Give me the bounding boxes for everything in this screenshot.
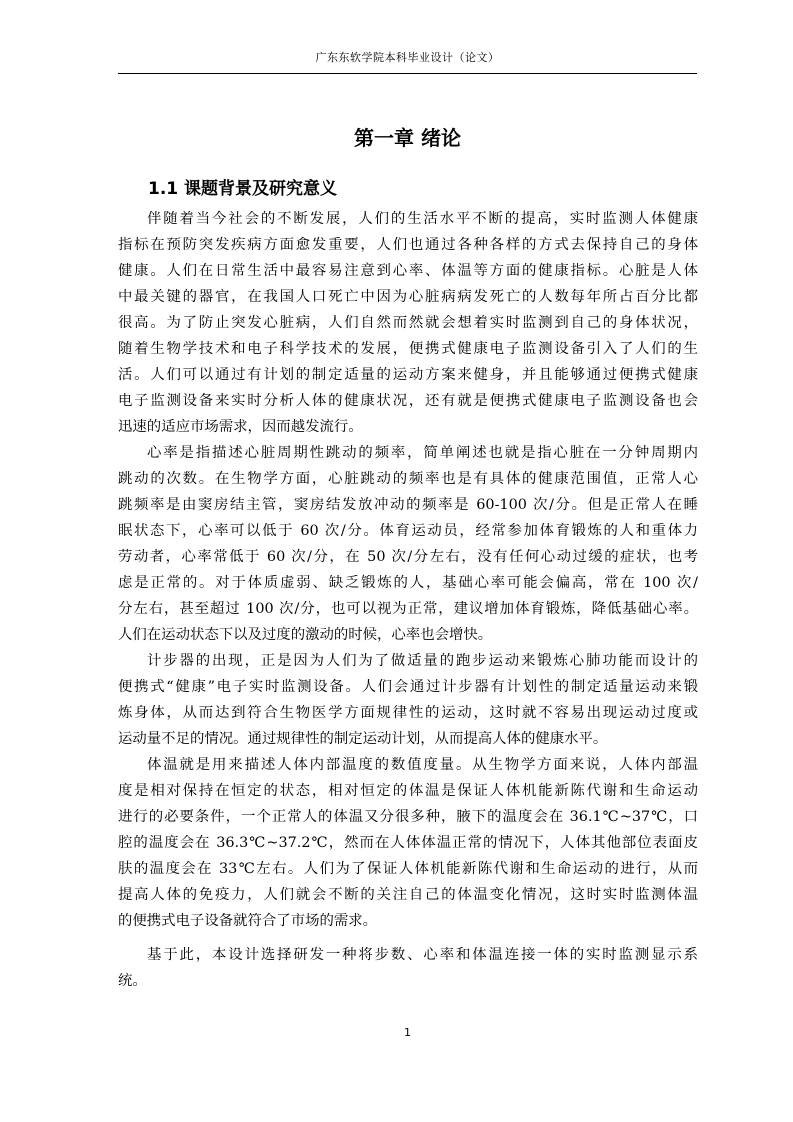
paragraph-line: 虑是正常的。对于体质虚弱、缺乏锻炼的人，基础心率可能会偏高，常在 100 次/ — [118, 575, 698, 591]
paragraph-line: 进行的必要条件，一个正常人的体温又分很多种，腋下的温度会在 36.1℃~37℃，口 — [118, 809, 698, 825]
paragraph-line: 迅速的适应市场需求，因而越发流行。 — [118, 419, 363, 435]
paragraph-line: 度是相对保持在恒定的状态，相对恒定的体温是保证人体机能新陈代谢和生命运动 — [118, 783, 698, 799]
paragraph — [118, 942, 698, 994]
paragraph-line: 基于此，本设计选择研发一种将步数、心率和体温连接一体的实时监测显示系 — [147, 947, 698, 963]
paragraph — [118, 648, 698, 752]
paragraph-line: 统。 — [118, 973, 147, 989]
paragraph-line: 炼身体，从而达到符合生物医学方面规律性的运动，这时就不容易出现运动过度或 — [118, 705, 698, 721]
paragraph-gap — [118, 934, 698, 942]
paragraph-line: 随着生物学技术和电子科学技术的发展，便携式健康电子监测设备引入了人们的生 — [118, 341, 698, 357]
paragraph-line: 活。人们可以通过有计划的制定适量的运动方案来健身，并且能够通过便携式健康 — [118, 367, 698, 383]
paragraph-line: 便携式“健康”电子实时监测设备。人们会通过计步器有计划性的制定适量运动来锻 — [118, 679, 698, 695]
paragraph-line: 的便携式电子设备就符合了市场的需求。 — [118, 913, 378, 929]
paragraph-line: 跳动的次数。在生物学方面，心脏跳动的频率也是有具体的健康范围值，正常人心 — [118, 471, 698, 487]
paragraph-line: 伴随着当今社会的不断发展，人们的生活水平不断的提高，实时监测人体健康 — [147, 211, 698, 227]
body-text — [118, 206, 698, 994]
paragraph-line: 腔的温度会在 36.3℃~37.2℃，然而在人体体温正常的情况下，人体其他部位表面皮 — [118, 835, 698, 851]
paragraph-line: 提高人体的免疫力，人们就会不断的关注自己的体温变化情况，这时实时监测体温 — [118, 887, 698, 903]
paragraph-line: 中最关键的器官，在我国人口死亡中因为心脏病病发死亡的人数每年所占百分比都 — [118, 289, 698, 305]
paragraph — [118, 752, 698, 934]
paragraph-line: 心率是指描述心脏周期性跳动的频率，简单阐述也就是指心脏在一分钟周期内 — [147, 445, 698, 461]
section-title: 1.1 课题背景及研究意义 — [148, 179, 338, 199]
paragraph-line: 肤的温度会在 33℃左右。人们为了保证人体机能新陈代谢和生命运动的进行，从而 — [118, 861, 698, 877]
paragraph-line: 人们在运动状态下以及过度的激动的时候，心率也会增快。 — [118, 627, 493, 643]
header-rule — [118, 73, 697, 74]
paragraph-line: 计步器的出现，正是因为人们为了做适量的跑步运动来锻炼心肺功能而设计的 — [147, 653, 698, 669]
chapter-title: 第一章 绪论 — [354, 126, 461, 150]
paragraph-line: 跳频率是由窦房结主管，窦房结发放冲动的频率是 60-100 次/分。但是正常人在睡 — [118, 497, 698, 513]
paragraph — [118, 440, 698, 648]
running-header: 广东东软学院本科毕业设计（论文） — [315, 51, 500, 64]
paragraph — [118, 206, 698, 440]
paragraph-line: 劳动者，心率常低于 60 次/分，在 50 次/分左右，没有任何心动过缓的症状，也考 — [118, 549, 698, 565]
paragraph-line: 体温就是用来描述人体内部温度的数值度量。从生物学方面来说，人体内部温 — [147, 757, 698, 773]
paragraph-line: 眠状态下，心率可以低于 60 次/分。体育运动员，经常参加体育锻炼的人和重体力 — [118, 523, 698, 539]
paragraph-line: 健康。人们在日常生活中最容易注意到心率、体温等方面的健康指标。心脏是人体 — [118, 263, 698, 279]
paragraph-line: 电子监测设备来实时分析人体的健康状况，还有就是便携式健康电子监测设备也会 — [118, 393, 698, 409]
paragraph-line: 指标在预防突发疾病方面愈发重要，人们也通过各种各样的方式去保持自己的身体 — [118, 237, 698, 253]
paragraph-line: 很高。为了防止突发心脏病，人们自然而然就会想着实时监测到自己的身体状况， — [118, 315, 698, 331]
paragraph-line: 分左右，甚至超过 100 次/分，也可以视为正常，建议增加体育锻炼，降低基础心率。 — [118, 601, 698, 617]
page-number: 1 — [404, 1026, 411, 1039]
paragraph-line: 运动量不足的情况。通过规律性的制定运动计划，从而提高人体的健康水平。 — [118, 731, 608, 747]
